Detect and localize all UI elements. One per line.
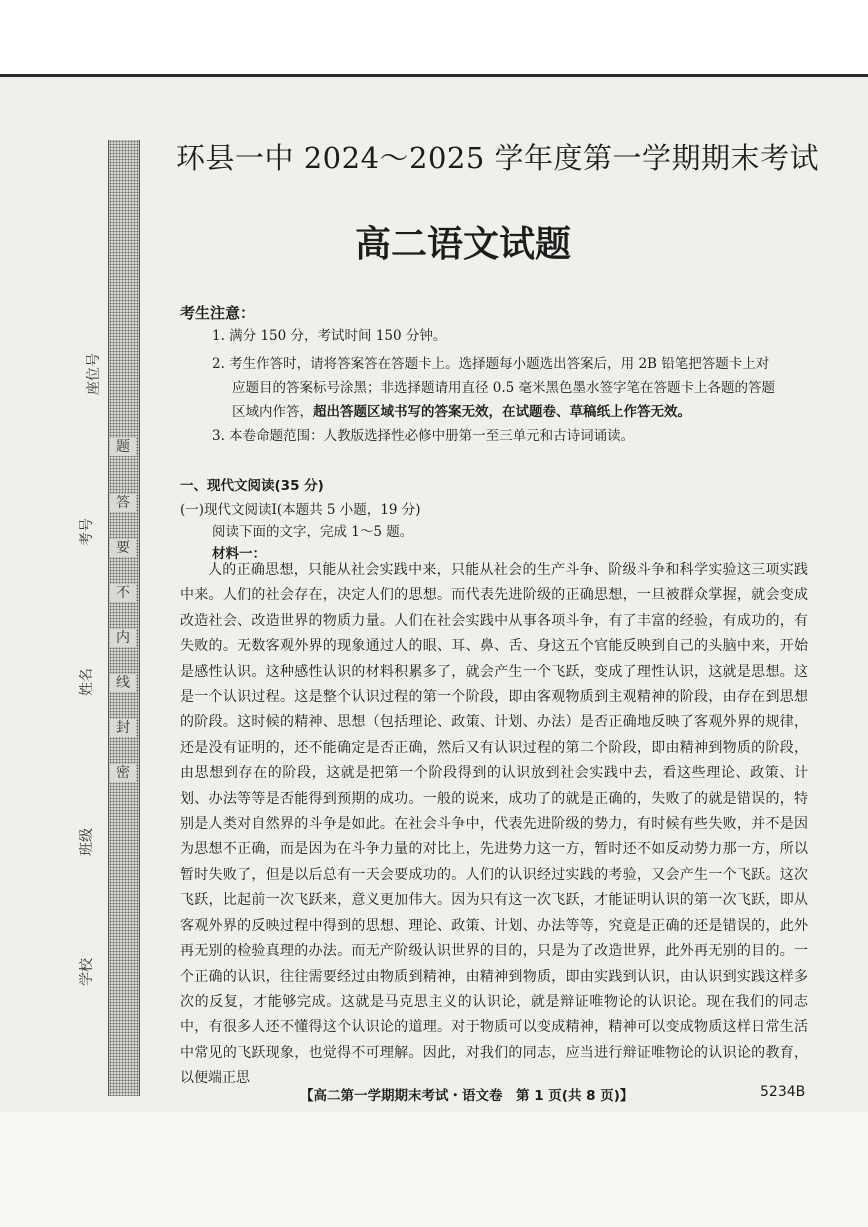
- passage-paragraph: 人的正确思想，只能从社会实践中来，只能从社会的生产斗争、阶级斗争和科学实验这三项实践中来。人们的社会存在，决定人们的思想。而代表先进阶级的正确思想，一旦被群众掌握，就会变成改造社会、改造世界的物质力量。人们在社会实践中从事各项斗争，有了丰富的经验，有成功的，有失败的。无数客观外界的现象通过人的眼、耳、鼻、舌、身这五个官能反映到自己的头脑中来，开始是感性认识。这种感性认识的材料积累多了，就会产生一个飞跃，变成了理性认识，这就是思想。这是一个认识过程。这是整个认识过程的第一个阶段，即由客观物质到主观精神的阶段，由存在到思想的阶段。这时候的精神、思想（包括理论、政策、计划、办法）是否正确地反映了客观外界的规律，还是没有证明的，还不能确定是否正确，然后又有认识过程的第二个阶段，即由精神到物质的阶段，由思想到存在的阶段，这就是把第一个阶段得到的认识放到社会实践中去，看这些理论、政策、计划、办法等等是否能得到预期的成功。一般的说来，成功了的就是正确的，失败了的就是错误的，特别是人类对自然界的斗争是如此。在社会斗争中，代表先进阶级的势力，有时候有些失败，并不是因为思想不正确，而是因为在斗争力量的对比上，先进势力这一方，暂时还不如反动势力那一方，所以暂时失败了，但是以后总有一天会要成功的。人们的认识经过实践的考验，又会产生一个飞跃。这次飞跃，比起前一次飞跃来，意义更加伟大。因为只有这一次飞跃，才能证明认识的第一次飞跃，即从客观外界的反映过程中得到的思想、理论、政策、计划、办法等等，究竟是正确的还是错误的，此外再无别的检验真理的办法。而无产阶级认识世界的目的，只是为了改造世界，此外再无别的目的。一个正确的认识，往往需要经过由物质到精神，由精神到物质，即由实践到认识，由认识到实践这样多次的反复，才能够完成。这就是马克思主义的认识论，就是辩证唯物论的认识论。现在我们的同志中，有很多人还不懂得这个认识论的道理。对于物质可以变成精神，精神可以变成物质这样日常生活中常见的飞跃现象，也觉得不可理解。因此，对我们的同志，应当进行辩证唯物论的认识论的教育，以便端正思: [180, 562, 808, 1087]
- reading-instruction: 阅读下面的文字，完成 1～5 题。: [212, 524, 414, 540]
- class-field: [66, 810, 98, 870]
- binding-label: 要: [110, 539, 136, 557]
- binding-label: 答: [110, 494, 136, 512]
- material-label: 材料一：: [212, 546, 266, 562]
- scan-top-margin: [0, 0, 868, 76]
- binding-label: 不: [110, 584, 136, 602]
- binding-label: 题: [110, 438, 136, 456]
- binding-label: 线: [110, 674, 136, 692]
- class-label: 班级: [79, 828, 95, 856]
- scan-bottom-margin: [0, 1112, 868, 1227]
- binding-label: 密: [110, 764, 136, 782]
- name-field: [66, 650, 98, 710]
- seat-number-label: 座位号: [86, 353, 102, 395]
- seat-number-field: [66, 340, 102, 400]
- notice-text: 区域内作答，: [232, 404, 313, 420]
- binding-strip: [108, 140, 140, 1096]
- exam-number-field: [66, 500, 98, 560]
- notice-title: 考生注意：: [180, 304, 256, 322]
- notice-item: 1. 满分 150 分，考试时间 150 分钟。: [212, 328, 447, 344]
- notice-item: 3. 本卷命题范围：人教版选择性必修中册第一至三单元和古诗词诵读。: [212, 428, 635, 444]
- notice-item: 2. 考生作答时，请将答案答在答题卡上。选择题每小题选出答案后，用 2B 铅笔把答题卡上对: [212, 356, 770, 372]
- binding-label: 封: [110, 719, 136, 737]
- school-label: 学校: [79, 958, 95, 986]
- notice-item-cont: 应题目的答案标号涂黑；非选择题请用直径 0.5 毫米黑色墨水签字笔在答题卡上各题的答题: [232, 380, 776, 396]
- paper-code: 5234B: [760, 1084, 806, 1100]
- section-title: 一、现代文阅读(35 分): [180, 478, 324, 494]
- binding-label: 内: [110, 629, 136, 647]
- subsection-title: (一)现代文阅读Ⅰ(本题共 5 小题，19 分): [180, 502, 421, 518]
- school-field: [66, 940, 98, 1000]
- reading-passage: [180, 558, 808, 1092]
- exam-subtitle: 高二语文试题: [355, 224, 572, 265]
- notice-item-cont: [232, 402, 691, 422]
- exam-number-label: 考号: [79, 518, 95, 546]
- notice-emphasis: 超出答题区域书写的答案无效，在试题卷、草稿纸上作答无效。: [313, 404, 691, 420]
- name-label: 姓名: [79, 668, 95, 696]
- exam-title: 环县一中 2024～2025 学年度第一学期期末考试: [176, 141, 820, 175]
- page-footer: 【高二第一学期期末考试・语文卷 第 1 页(共 8 页)】: [300, 1088, 634, 1104]
